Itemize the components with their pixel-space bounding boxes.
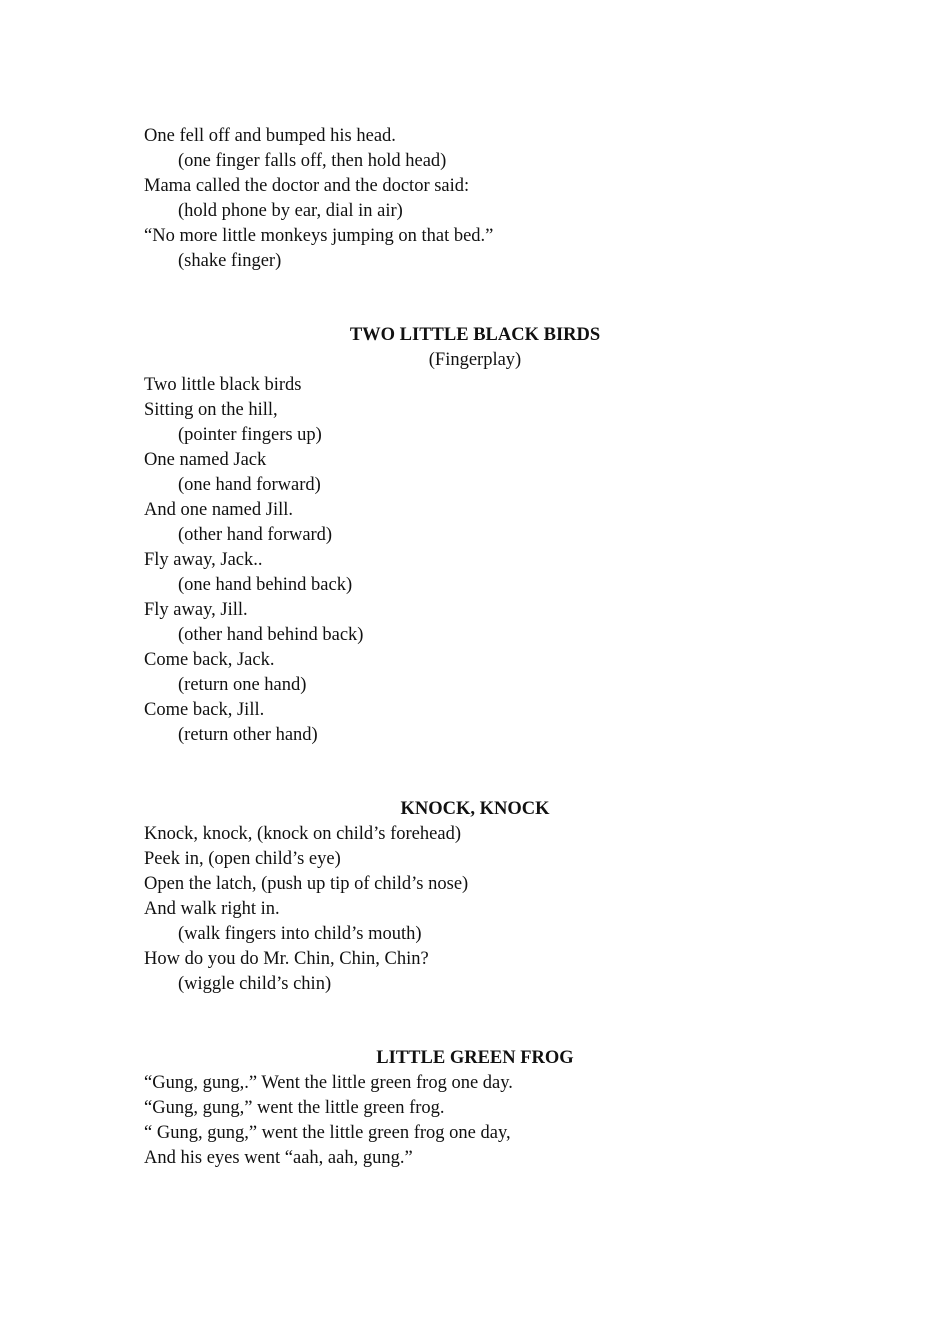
stage-direction-line: (wiggle child’s chin) — [178, 974, 332, 994]
section-spacer — [144, 997, 806, 1046]
rhyme-line: Sitting on the hill, — [144, 400, 278, 420]
stage-direction-line: (other hand behind back) — [178, 625, 364, 645]
continued-rhyme — [144, 124, 806, 274]
rhyme-line: Peek in, (open child’s eye) — [144, 849, 341, 869]
stage-direction-line: (return other hand) — [178, 725, 318, 745]
rhyme-line: One fell off and bumped his head. — [144, 126, 396, 146]
section-spacer — [144, 748, 806, 797]
rhyme-title: KNOCK, KNOCK — [400, 799, 550, 819]
stage-direction-line: (one hand forward) — [178, 475, 321, 495]
rhyme-line: “No more little monkeys jumping on that bed.” — [144, 226, 494, 246]
rhyme-line: “ Gung, gung,” went the little green frog one day, — [144, 1123, 511, 1143]
stage-direction-line: (shake finger) — [178, 251, 282, 271]
rhyme-section — [144, 323, 806, 748]
rhyme-title: LITTLE GREEN FROG — [376, 1048, 574, 1068]
stage-direction-line: (hold phone by ear, dial in air) — [178, 201, 403, 221]
rhyme-line: Open the latch, (push up tip of child’s nose) — [144, 874, 469, 894]
rhyme-line: And his eyes went “aah, aah, gung.” — [144, 1148, 413, 1168]
rhyme-line: Come back, Jack. — [144, 650, 275, 670]
rhyme-line: “Gung, gung,” went the little green frog. — [144, 1098, 445, 1118]
rhyme-line: Knock, knock, (knock on child’s forehead) — [144, 824, 461, 844]
rhyme-line: Two little black birds — [144, 375, 302, 395]
rhyme-subtitle: (Fingerplay) — [428, 350, 522, 370]
rhyme-line: And walk right in. — [144, 899, 280, 919]
rhyme-line: And one named Jill. — [144, 500, 294, 520]
rhyme-line: Fly away, Jill. — [144, 600, 248, 620]
rhyme-line: One named Jack — [144, 450, 267, 470]
rhyme-section — [144, 1046, 806, 1171]
stage-direction-line: (pointer fingers up) — [178, 425, 322, 445]
rhyme-line: Mama called the doctor and the doctor said: — [144, 176, 470, 196]
rhyme-line: Fly away, Jack.. — [144, 550, 263, 570]
stage-direction-line: (return one hand) — [178, 675, 307, 695]
rhyme-title: TWO LITTLE BLACK BIRDS — [349, 325, 601, 345]
stage-direction-line: (one hand behind back) — [178, 575, 353, 595]
document-body — [144, 124, 806, 1171]
stage-direction-line: (walk fingers into child’s mouth) — [178, 924, 422, 944]
rhyme-section — [144, 797, 806, 997]
rhyme-line: Come back, Jill. — [144, 700, 265, 720]
section-spacer — [144, 274, 806, 323]
stage-direction-line: (one finger falls off, then hold head) — [178, 151, 447, 171]
stage-direction-line: (other hand forward) — [178, 525, 333, 545]
rhyme-line: How do you do Mr. Chin, Chin, Chin? — [144, 949, 429, 969]
rhyme-line: “Gung, gung,.” Went the little green frog one day. — [144, 1073, 513, 1093]
